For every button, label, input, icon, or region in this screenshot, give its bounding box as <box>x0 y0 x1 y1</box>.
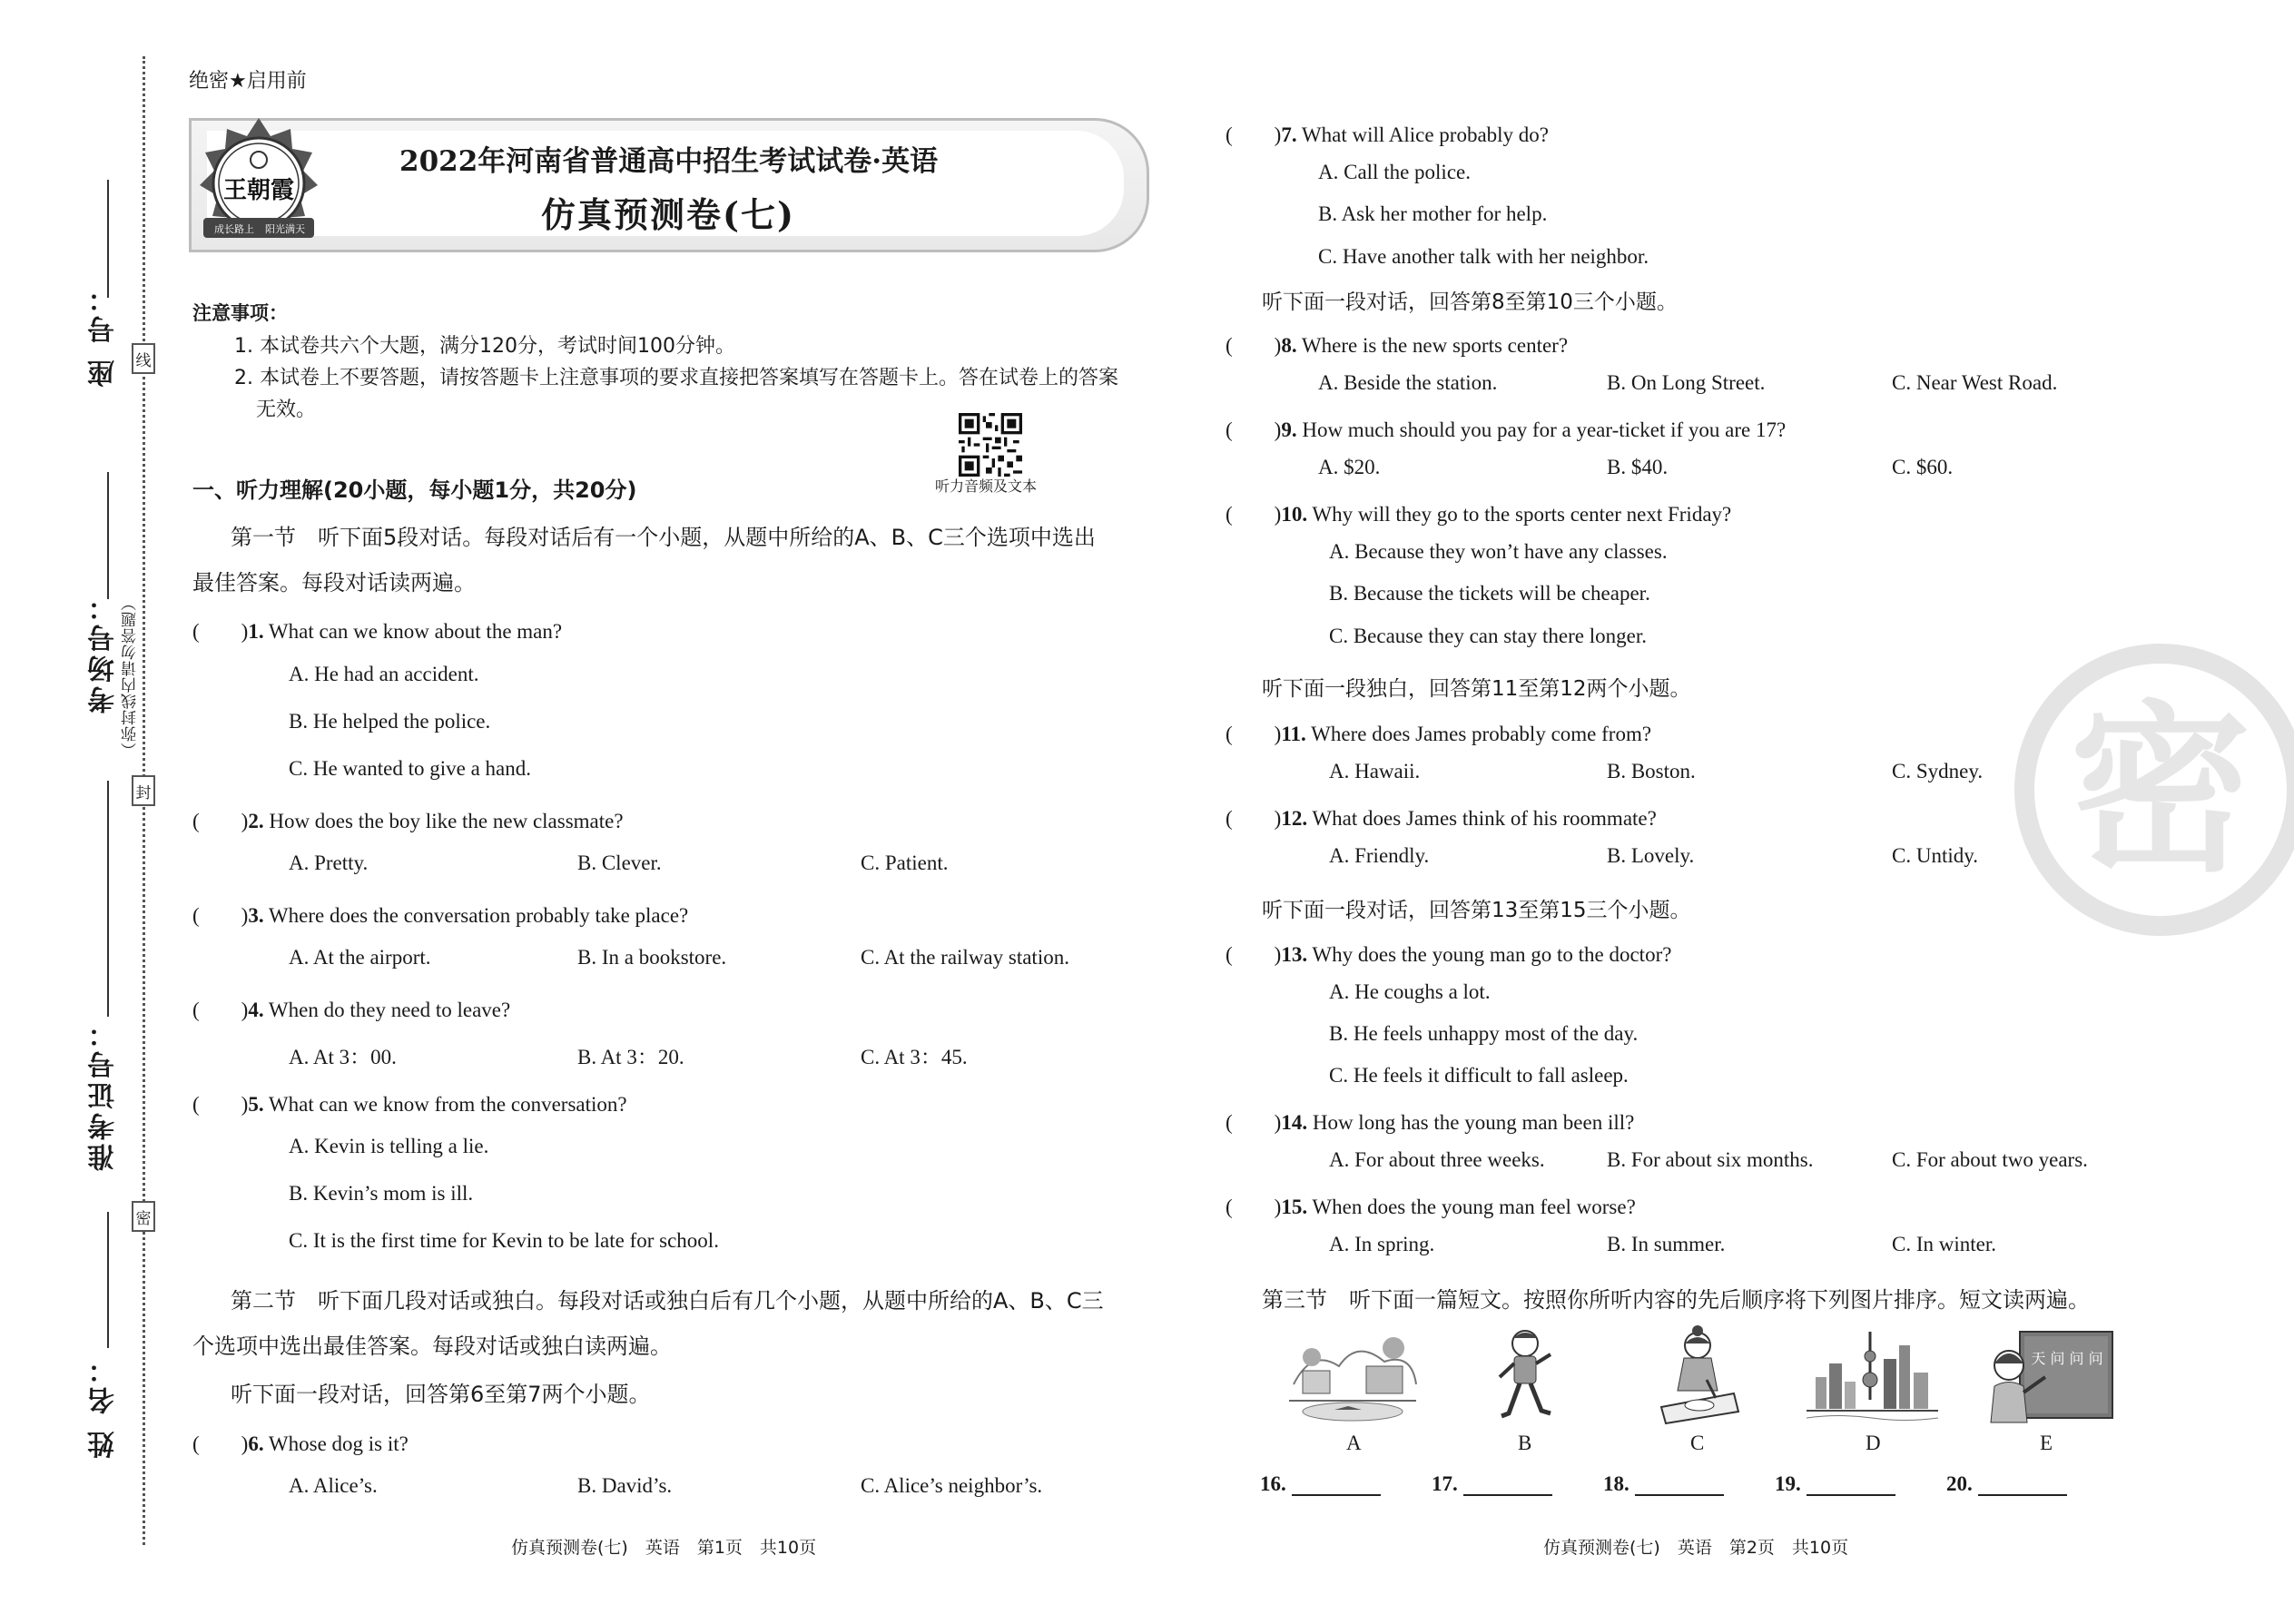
question-text: Where is the new sports center? <box>1301 334 1569 357</box>
answer-number: 17. <box>1432 1472 1458 1495</box>
instruction-q13-15: 听下面一段对话，回答第13至第15三个小题。 <box>1262 899 1691 922</box>
q4-option-c[interactable]: C. At 3：45. <box>861 1046 968 1068</box>
footer-right: 仿真预测卷(七) 英语 第2页 共10页 <box>1543 1538 1849 1558</box>
question-number: 15. <box>1281 1196 1308 1218</box>
q5-option-a[interactable]: A. Kevin is telling a lie. <box>289 1135 489 1157</box>
picture-label-e: E <box>2040 1432 2053 1454</box>
secret-watermark <box>2006 640 2294 940</box>
q14-option-a[interactable]: A. For about three weeks. <box>1329 1148 1545 1171</box>
exam-title: 2022年河南省普通高中招生考试试卷·英语 <box>399 145 939 178</box>
answer-number: 18. <box>1603 1472 1629 1495</box>
picture-e-teacher-blackboard <box>1984 1327 2115 1427</box>
answer-17[interactable] <box>1432 1472 1552 1496</box>
question-number: 12. <box>1281 807 1308 830</box>
q4-option-b[interactable]: B. At 3：20. <box>577 1046 684 1068</box>
q3-option-c[interactable]: C. At the railway station. <box>861 946 1069 969</box>
q7-option-c[interactable]: C. Have another talk with her neighbor. <box>1318 245 1649 268</box>
question-10: ( )10. Why will they go to the sports center next Friday? <box>1226 503 1732 526</box>
q15-option-b[interactable]: B. In summer. <box>1607 1233 1726 1255</box>
section-1-heading: 一、听力理解(20小题，每小题1分，共20分) <box>192 477 637 503</box>
question-number: 3. <box>248 904 264 927</box>
instruction-q6-7: 听下面一段对话，回答第6至第7两个小题。 <box>231 1382 651 1407</box>
publisher-logo <box>191 116 327 252</box>
seal-box-seal: 封 <box>132 775 155 806</box>
q10-option-c[interactable]: C. Because they can stay there longer. <box>1329 625 1647 647</box>
q11-option-a[interactable]: A. Hawaii. <box>1329 760 1421 782</box>
question-text: How long has the young man been ill? <box>1312 1111 1635 1134</box>
q15-option-c[interactable]: C. In winter. <box>1892 1233 1996 1255</box>
question-8: ( )8. Where is the new sports center? <box>1226 334 1569 357</box>
answer-blank <box>1807 1474 1895 1496</box>
question-text: How much should you pay for a year-ticket if you are 17? <box>1302 418 1787 441</box>
answer-blank <box>1978 1474 2067 1496</box>
question-9: ( )9. How much should you pay for a year-ticket if you are 17? <box>1226 418 1787 441</box>
question-number: 4. <box>248 999 264 1021</box>
question-number: 14. <box>1281 1111 1308 1134</box>
logo-ribbon-right: 阳光满天 <box>265 223 305 235</box>
question-number: 13. <box>1281 943 1308 966</box>
question-1: ( )1. What can we know about the man? <box>192 620 563 643</box>
q6-option-b[interactable]: B. David’s. <box>577 1474 673 1497</box>
question-text: Why will they go to the sports center next Friday? <box>1312 503 1732 526</box>
q2-option-b[interactable]: B. Clever. <box>577 851 662 874</box>
q12-option-b[interactable]: B. Lovely. <box>1607 844 1695 867</box>
room-blank-line <box>107 472 109 599</box>
answer-blank <box>1463 1474 1552 1496</box>
question-text: What will Alice probably do? <box>1301 123 1550 146</box>
part-3-instruction: 第三节 听下面一篇短文。按照你所听内容的先后顺序将下列图片排序。短文读两遍。 <box>1262 1287 2090 1313</box>
q2-option-c[interactable]: C. Patient. <box>861 851 949 874</box>
q1-option-c[interactable]: C. He wanted to give a hand. <box>289 757 531 780</box>
notes-item-2-line-1: 2. 本试卷上不要答题，请按答题卡上注意事项的要求直接把答案填写在答题卡上。答在试卷上的答案 <box>234 367 1118 389</box>
q9-option-b[interactable]: B. $40. <box>1607 456 1669 478</box>
part-1-instruction-line-1: 第一节 听下面5段对话。每段对话后有一个小题，从题中所给的A、B、C三个选项中选出 <box>231 525 1096 550</box>
name-label: 姓 名： <box>88 1353 120 1459</box>
q12-option-c[interactable]: C. Untidy. <box>1892 844 1978 867</box>
answer-number: 20. <box>1946 1472 1973 1495</box>
logo-ribbon-left: 成长路上 <box>214 223 254 235</box>
question-number: 2. <box>248 810 264 832</box>
q1-option-a[interactable]: A. He had an accident. <box>289 663 479 685</box>
question-13: ( )13. Why does the young man go to the doctor? <box>1226 943 1672 966</box>
part-1-instruction-line-2: 最佳答案。每段对话读两遍。 <box>192 570 476 595</box>
admission-blank-line <box>107 781 109 1017</box>
q6-option-a[interactable]: A. Alice’s. <box>289 1474 378 1497</box>
question-number: 6. <box>248 1432 264 1455</box>
qr-caption: 听力音频及文本 <box>935 477 1038 495</box>
confidential-mark: 绝密★启用前 <box>189 70 307 93</box>
q13-option-b[interactable]: B. He feels unhappy most of the day. <box>1329 1022 1639 1045</box>
qr-code[interactable] <box>959 413 1022 477</box>
picture-label-a: A <box>1346 1432 1362 1454</box>
question-number: 8. <box>1281 334 1297 357</box>
question-text: When do they need to leave? <box>268 999 511 1021</box>
q3-option-a[interactable]: A. At the airport. <box>289 946 431 969</box>
question-text: Where does the conversation probably take place? <box>268 904 689 927</box>
question-text: When does the young man feel worse? <box>1312 1196 1636 1218</box>
footer-left: 仿真预测卷(七) 英语 第1页 共10页 <box>511 1538 817 1558</box>
question-5: ( )5. What can we know from the conversation? <box>192 1093 627 1116</box>
question-text: What does James think of his roommate? <box>1312 807 1657 830</box>
room-label: 考场号： <box>88 590 120 714</box>
picture-b-boy-running <box>1489 1327 1561 1427</box>
q5-option-c[interactable]: C. It is the first time for Kevin to be late for school. <box>289 1229 719 1252</box>
question-7: ( )7. What will Alice probably do? <box>1226 123 1550 146</box>
answer-16[interactable] <box>1260 1472 1381 1496</box>
question-text: What can we know from the conversation? <box>268 1093 627 1116</box>
question-number: 9. <box>1281 418 1297 441</box>
name-blank-line <box>107 1212 109 1348</box>
question-number: 1. <box>248 620 264 643</box>
notes-item-1: 1. 本试卷共六个大题，满分120分，考试时间100分钟。 <box>234 335 735 358</box>
seal-note: （弥封线内请勿答题） <box>122 595 140 758</box>
q11-option-b[interactable]: B. Boston. <box>1607 760 1696 782</box>
question-text: Whose dog is it? <box>268 1432 409 1455</box>
q8-option-c[interactable]: C. Near West Road. <box>1892 371 2058 394</box>
q3-option-b[interactable]: B. In a bookstore. <box>577 946 727 969</box>
part-2-instruction-line-2: 个选项中选出最佳答案。每段对话或独白读两遍。 <box>192 1334 672 1359</box>
picture-label-c: C <box>1690 1432 1705 1454</box>
answer-18[interactable] <box>1603 1472 1724 1496</box>
question-text: What can we know about the man? <box>268 620 563 643</box>
picture-label-b: B <box>1518 1432 1532 1454</box>
q14-option-b[interactable]: B. For about six months. <box>1607 1148 1814 1171</box>
part-2-instruction-line-1: 第二节 听下面几段对话或独白。每段对话或独白后有几个小题，从题中所给的A、B、C三 <box>231 1288 1104 1314</box>
notes-heading: 注意事项： <box>192 302 288 324</box>
question-number: 11. <box>1281 723 1306 745</box>
question-4: ( )4. When do they need to leave? <box>192 999 511 1021</box>
exam-subtitle: 仿真预测卷(七) <box>541 194 795 235</box>
question-14: ( )14. How long has the young man been ill? <box>1226 1111 1635 1134</box>
q5-option-b[interactable]: B. Kevin’s mom is ill. <box>289 1182 474 1205</box>
q13-option-a[interactable]: A. He coughs a lot. <box>1329 980 1491 1003</box>
answer-number: 16. <box>1260 1472 1286 1495</box>
answer-19[interactable] <box>1775 1472 1895 1496</box>
question-12: ( )12. What does James think of his roommate? <box>1226 807 1657 830</box>
picture-d-city-skyline <box>1807 1327 1938 1427</box>
seat-blank-line <box>107 180 109 298</box>
question-11: ( )11. Where does James probably come from? <box>1226 723 1652 745</box>
q13-option-c[interactable]: C. He feels it difficult to fall asleep. <box>1329 1064 1629 1087</box>
q11-option-c[interactable]: C. Sydney. <box>1892 760 1984 782</box>
q4-option-a[interactable]: A. At 3：00. <box>289 1046 397 1068</box>
q7-option-a[interactable]: A. Call the police. <box>1318 161 1471 183</box>
question-6: ( )6. Whose dog is it? <box>192 1432 409 1455</box>
question-text: Where does James probably come from? <box>1311 723 1652 745</box>
question-text: How does the boy like the new classmate? <box>269 810 624 832</box>
picture-c-girl-eating <box>1652 1325 1743 1427</box>
q2-option-a[interactable]: A. Pretty. <box>289 851 369 874</box>
q9-option-a[interactable]: A. $20. <box>1318 456 1381 478</box>
q14-option-c[interactable]: C. For about two years. <box>1892 1148 2088 1171</box>
admission-label: 准考证号： <box>88 1017 120 1171</box>
answer-blank <box>1292 1474 1381 1496</box>
notes-item-2-line-2: 无效。 <box>256 399 317 421</box>
q15-option-a[interactable]: A. In spring. <box>1329 1233 1435 1255</box>
answer-number: 19. <box>1775 1472 1801 1495</box>
logo-text: 王朝霞 <box>222 177 295 204</box>
picture-a-park-scene <box>1285 1330 1421 1425</box>
question-3: ( )3. Where does the conversation probably take place? <box>192 904 689 927</box>
q10-option-b[interactable]: B. Because the tickets will be cheaper. <box>1329 582 1650 605</box>
question-number: 7. <box>1281 123 1297 146</box>
seat-label: 座 号： <box>88 281 120 388</box>
q8-option-a[interactable]: A. Beside the station. <box>1318 371 1498 394</box>
instruction-q11-12: 听下面一段独白，回答第11至第12两个小题。 <box>1262 677 1691 701</box>
q7-option-b[interactable]: B. Ask her mother for help. <box>1318 202 1548 225</box>
q1-option-b[interactable]: B. He helped the police. <box>289 710 491 733</box>
seal-box-secret: 密 <box>132 1201 155 1232</box>
answer-20[interactable] <box>1946 1472 2067 1496</box>
q10-option-a[interactable]: A. Because they won’t have any classes. <box>1329 540 1668 563</box>
blackboard-text: 天 问 问 问 <box>2031 1350 2103 1367</box>
answer-blank <box>1635 1474 1724 1496</box>
question-2: ( )2. How does the boy like the new classmate? <box>192 810 624 832</box>
question-text: Why does the young man go to the doctor? <box>1312 943 1672 966</box>
picture-label-d: D <box>1866 1432 1881 1454</box>
question-15: ( )15. When does the young man feel worse? <box>1226 1196 1636 1218</box>
watermark-char: 密 <box>2069 685 2252 897</box>
question-number: 5. <box>248 1093 264 1116</box>
q6-option-c[interactable]: C. Alice’s neighbor’s. <box>861 1474 1043 1497</box>
seal-box-line: 线 <box>132 343 155 374</box>
instruction-q8-10: 听下面一段对话，回答第8至第10三个小题。 <box>1262 290 1678 314</box>
q12-option-a[interactable]: A. Friendly. <box>1329 844 1430 867</box>
question-number: 10. <box>1281 503 1308 526</box>
q8-option-b[interactable]: B. On Long Street. <box>1607 371 1766 394</box>
q9-option-c[interactable]: C. $60. <box>1892 456 1954 478</box>
